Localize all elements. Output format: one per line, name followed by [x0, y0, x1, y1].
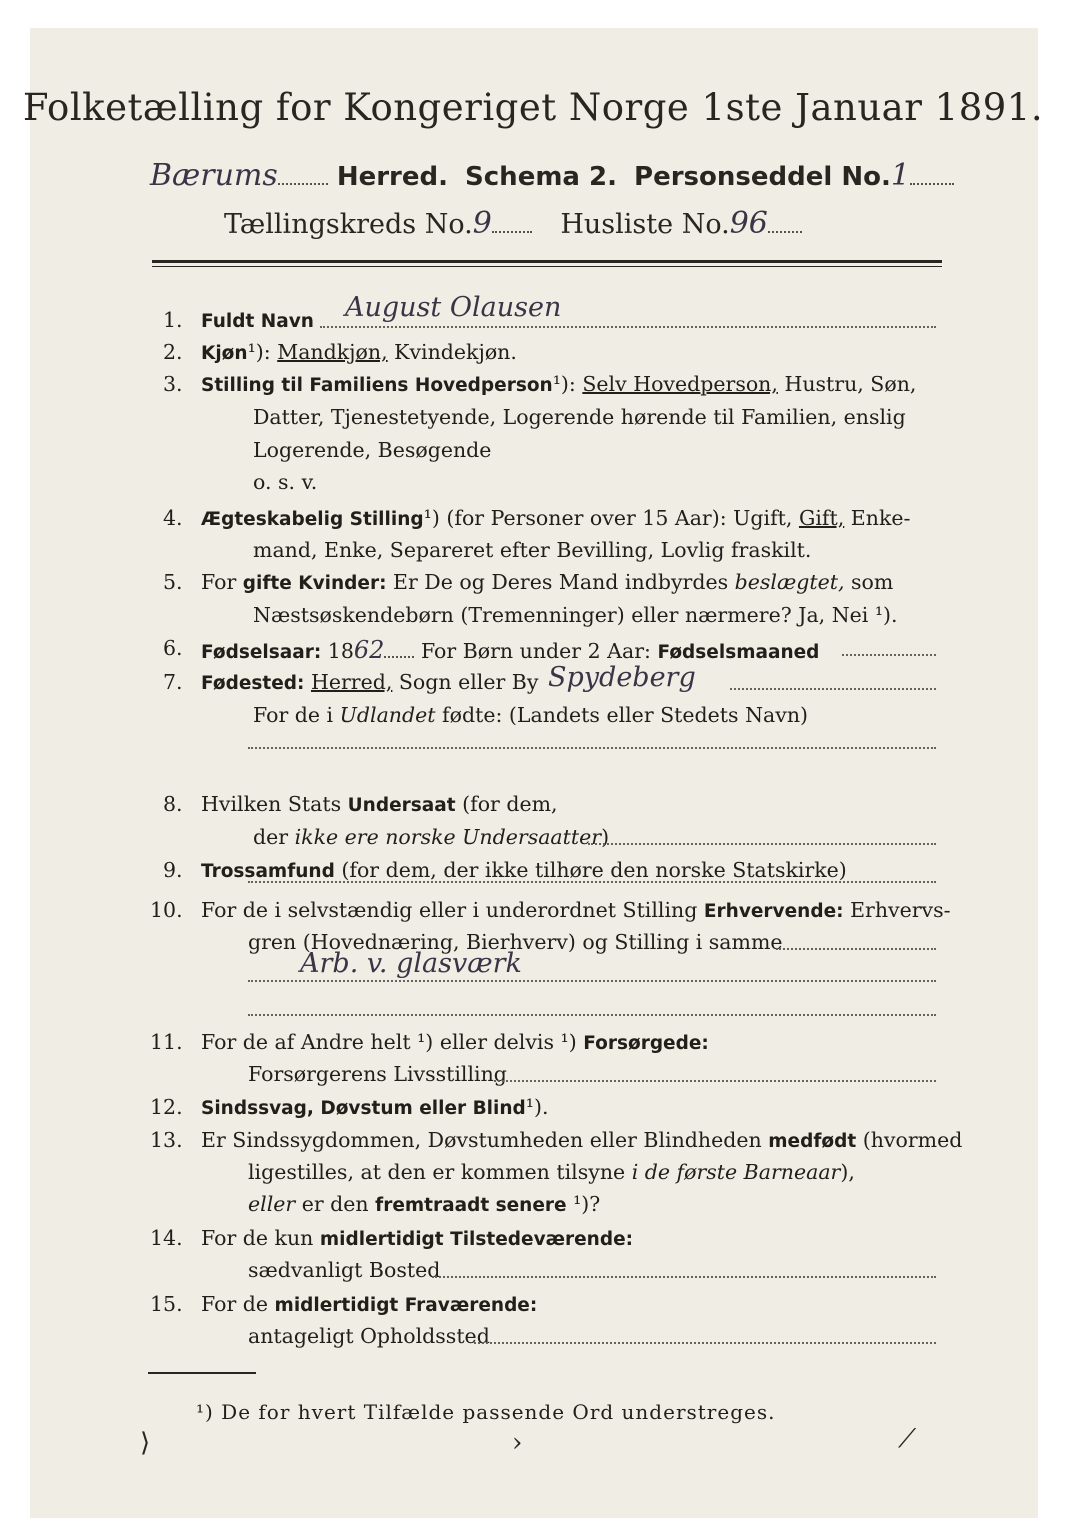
birthplace-line: Fødested: Herred, Sogn eller By [201, 670, 539, 694]
item-number: 13. [150, 1128, 183, 1152]
birth-year-line: Fødselsaar: 1862 For Børn under 2 Aar: Fødselsmaaned [201, 636, 820, 664]
occupation-value: Arb. v. glasværk [300, 948, 522, 979]
supported-line: For de af Andre helt ¹) eller delvis ¹) Forsørgede: [201, 1030, 709, 1054]
corner-mark: ⟩ [140, 1428, 151, 1458]
sex-line: Kjøn¹): Mandkjøn, Kvindekjøn. [201, 340, 517, 364]
married-women-line: For gifte Kvinder: Er De og Deres Mand indbyrdes beslægtet, som [201, 570, 894, 594]
family-position-line2: Datter, Tjenestetyende, Logerende hørende til Familien, enslig [253, 405, 906, 429]
congenital-line2: ligestilles, at den er kommen tilsyne i de første Barneaar), [248, 1160, 855, 1184]
birth-month-dotline [842, 654, 936, 656]
kreds-value: 9 [472, 206, 492, 241]
religion-line: Trossamfund (for dem, der ikke tilhøre den norske Statskirke) [201, 858, 847, 882]
kreds-label: Tællingskreds No. [224, 209, 473, 240]
footnote-rule [148, 1372, 256, 1374]
center-mark: › [512, 1428, 523, 1458]
full-name-value: August Olausen [345, 292, 562, 323]
item-number: 4. [163, 506, 183, 530]
family-position-line3: Logerende, Besøgende [253, 438, 492, 462]
item-number: 5. [163, 570, 183, 594]
citizenship-line2: der ikke ere norske Undersaatter) [253, 825, 610, 849]
birth-year-value: 62 [353, 636, 385, 664]
husliste-label: Husliste No. [560, 209, 730, 240]
item-number: 12. [150, 1095, 183, 1119]
birthplace-value: Spydeberg [548, 662, 696, 693]
item-number: 15. [150, 1292, 183, 1316]
family-position-line: Stilling til Familiens Hovedperson¹): Selv Hovedperson, Hustru, Søn, [201, 372, 917, 396]
personseddel-label: Personseddel No. [634, 162, 891, 192]
temporary-present-dotline [432, 1276, 936, 1278]
foreign-birthplace-dotline [248, 747, 936, 749]
married-women-line2: Næstsøskendebørn (Tremenninger) eller nærmere? Ja, Nei ¹). [253, 603, 898, 627]
kreds-row [224, 206, 802, 241]
corner-mark: ⟋ [898, 1424, 917, 1454]
schema-label: Schema 2. [465, 162, 617, 192]
sex-selected: Mandkjøn, [277, 340, 388, 364]
supported-line2: Forsørgerens Livsstilling [248, 1062, 507, 1086]
header-rule-thin [152, 266, 942, 267]
family-position-selected: Selv Hovedperson, [582, 372, 778, 396]
occupation-dotline3 [248, 1014, 936, 1016]
temporary-present-line: For de kun midlertidigt Tilstedeværende: [201, 1226, 634, 1250]
item-number: 9. [163, 858, 183, 882]
item-number: 11. [150, 1030, 183, 1054]
herred-value: Bærums [150, 158, 278, 193]
congenital-line: Er Sindssygdommen, Døvstumheden eller Blindheden medfødt (hvormed [201, 1128, 963, 1152]
item-number: 6. [163, 636, 183, 660]
full-name-dotline [320, 326, 936, 328]
item-number: 1. [163, 308, 183, 332]
disability-line: Sindssvag, Døvstum eller Blind¹). [201, 1095, 549, 1119]
marital-status-line2: mand, Enke, Separeret efter Bevilling, Lovlig fraskilt. [253, 538, 812, 562]
item-number: 3. [163, 372, 183, 396]
occupation-line: For de i selvstændig eller i underordnet Stilling Erhvervende: Erhvervs- [201, 898, 951, 922]
full-name-label: Fuldt Navn [201, 311, 314, 332]
temporary-absent-line2: antageligt Opholdssted [248, 1324, 490, 1348]
herred-label: Herred. [336, 162, 448, 192]
family-position-line4: o. s. v. [253, 470, 318, 494]
item-number: 14. [150, 1226, 183, 1250]
birthplace-line2: For de i Udlandet fødte: (Landets eller Stedets Navn) [253, 703, 809, 727]
item-number: 8. [163, 792, 183, 816]
congenital-line3: eller er den fremtraadt senere ¹)? [248, 1192, 601, 1216]
religion-dotline [248, 881, 936, 883]
supported-dotline [494, 1080, 936, 1082]
item-number: 10. [150, 898, 183, 922]
item-number: 2. [163, 340, 183, 364]
citizenship-line: Hvilken Stats Undersaat (for dem, [201, 792, 558, 816]
item-number: 7. [163, 670, 183, 694]
marital-status-line: Ægteskabelig Stilling¹) (for Personer over 15 Aar): Ugift, Gift, Enke- [201, 506, 911, 530]
personseddel-value: 1 [890, 158, 910, 193]
birthplace-dotline [730, 688, 936, 690]
form-title: Folketælling for Kongeriget Norge 1ste Januar 1891. [22, 86, 1044, 129]
husliste-value: 96 [729, 206, 768, 241]
occupation-line2: gren (Hovednæring, Bierhverv) og Stilling i samme [248, 930, 783, 954]
temporary-present-line2: sædvanligt Bosted [248, 1258, 441, 1282]
birthplace-selected: Herred, [310, 670, 393, 694]
occupation-dotline2 [248, 980, 936, 982]
footnote: ¹) De for hvert Tilfælde passende Ord understreges. [196, 1400, 776, 1424]
occupation-dotline [776, 948, 936, 950]
marital-status-selected: Gift, [798, 506, 845, 530]
citizenship-dotline [588, 843, 936, 845]
header-rule [152, 260, 942, 263]
herred-row [150, 158, 954, 193]
temporary-absent-dotline [474, 1342, 936, 1344]
temporary-absent-line: For de midlertidigt Fraværende: [201, 1292, 538, 1316]
